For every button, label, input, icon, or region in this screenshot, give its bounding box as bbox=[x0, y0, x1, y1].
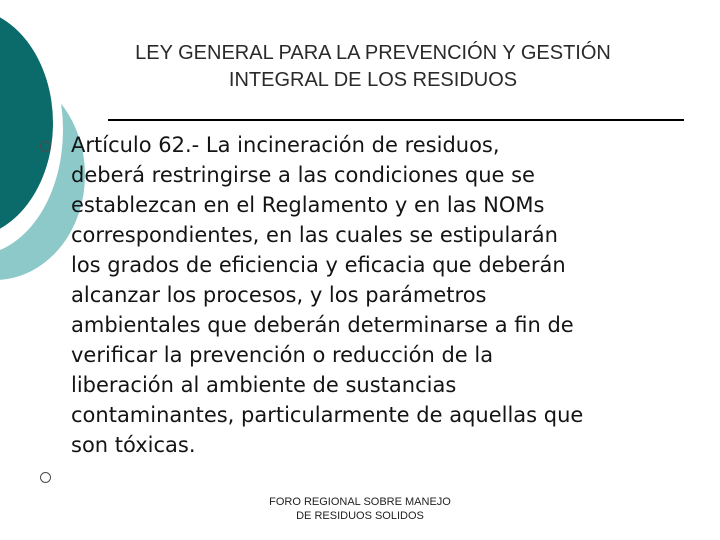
article-line: los grados de eficiencia y eficacia que deberán bbox=[71, 253, 566, 277]
article-line: ambientales que deberán determinarse a fin de bbox=[71, 313, 574, 337]
slide-title-line-2: INTEGRAL DE LOS RESIDUOS bbox=[228, 69, 518, 91]
article-line: deberá restringirse a las condiciones que se bbox=[71, 163, 535, 187]
article-text bbox=[71, 130, 696, 460]
article-line: contaminantes, particularmente de aquellas que bbox=[71, 403, 584, 427]
article-line: alcanzar los procesos, y los parámetros bbox=[71, 283, 487, 307]
slide-footer bbox=[210, 495, 510, 523]
footer-line-2: DE RESIDUOS SOLIDOS bbox=[296, 510, 424, 522]
article-line: establezcan en el Reglamento y en las NOMs bbox=[71, 193, 545, 217]
slide-title-line-1: LEY GENERAL PARA LA PREVENCIÓN Y GESTIÓN bbox=[135, 42, 611, 64]
article-line: son tóxicas. bbox=[71, 433, 196, 457]
slide-title bbox=[48, 40, 698, 94]
article-line: liberación al ambiente de sustancias bbox=[71, 373, 457, 397]
bullet-circle-icon bbox=[40, 141, 51, 152]
article-line: correspondientes, en las cuales se estipularán bbox=[71, 223, 558, 247]
article-line: Artículo 62.- La incineración de residuos, bbox=[71, 133, 500, 157]
footer-line-1: FORO REGIONAL SOBRE MANEJO bbox=[269, 496, 451, 508]
bullet-circle-icon bbox=[40, 472, 51, 483]
title-divider bbox=[108, 119, 684, 121]
article-line: verificar la prevención o reducción de la bbox=[71, 343, 494, 367]
